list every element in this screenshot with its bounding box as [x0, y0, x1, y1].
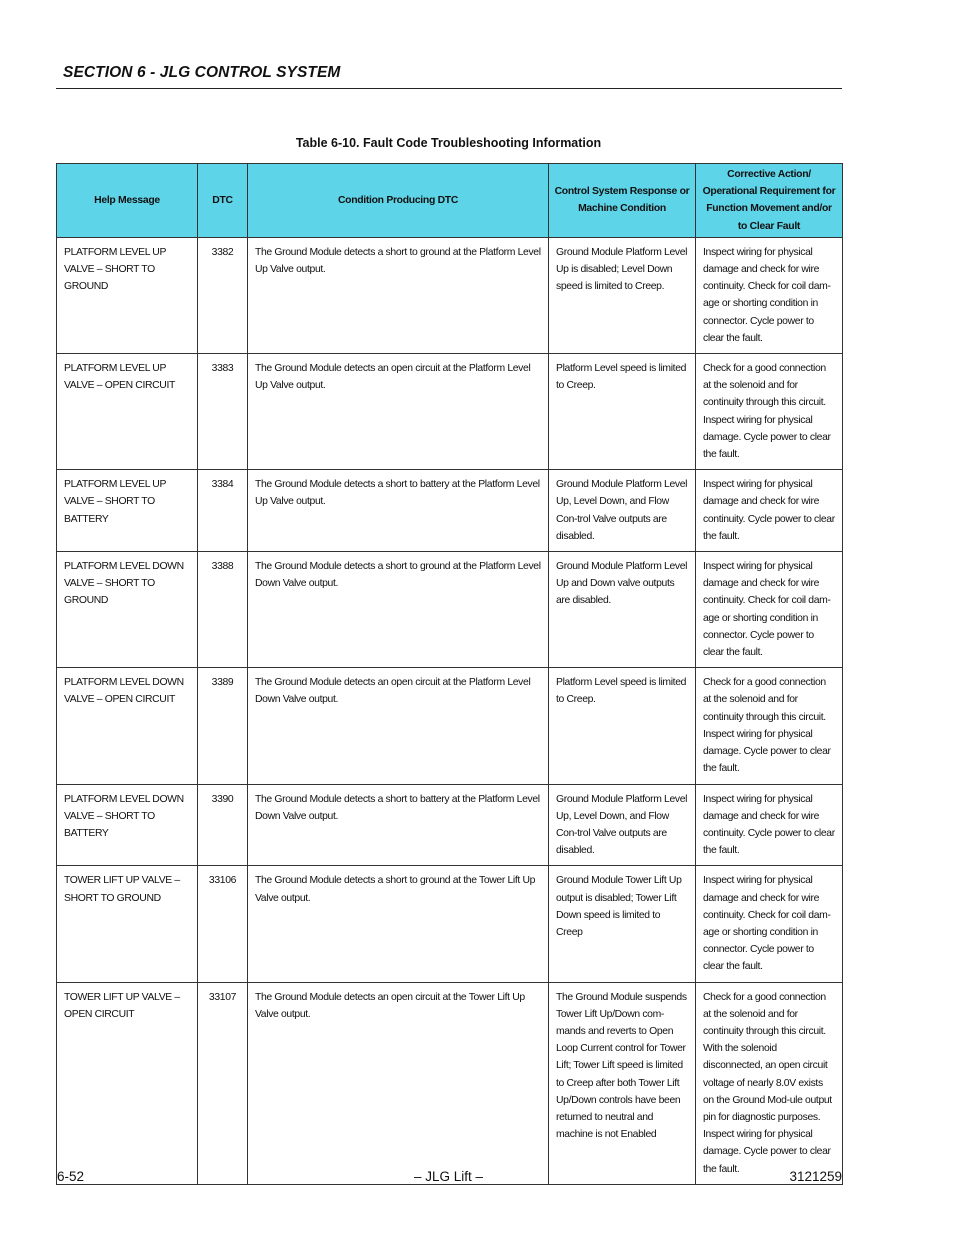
table-row	[57, 237, 843, 353]
response-cell: Ground Module Platform Level Up and Down valve outputs are disabled.	[549, 552, 696, 668]
condition-cell: The Ground Module detects a short to ground at the Platform Level Down Valve output.	[248, 552, 549, 668]
fault-code-table	[56, 163, 843, 1185]
condition-cell: The Ground Module detects a short to battery at the Platform Level Down Valve output.	[248, 784, 549, 866]
condition-cell: The Ground Module detects a short to battery at the Platform Level Up Valve output.	[248, 470, 549, 552]
response-cell: Ground Module Platform Level Up, Level Down, and Flow Con-trol Valve outputs are disabled.	[549, 470, 696, 552]
dtc-cell: 3384	[198, 470, 248, 552]
response-cell: Platform Level speed is limited to Creep.	[549, 668, 696, 784]
table-row	[57, 982, 843, 1184]
dtc-cell: 33107	[198, 982, 248, 1184]
header-divider	[56, 88, 842, 89]
corrective-action-cell: Inspect wiring for physical damage and check for wire continuity. Check for coil dam-age or shorting condition in connector. Cycle power to clear the fault.	[696, 237, 843, 353]
response-cell: Ground Module Tower Lift Up output is disabled; Tower Lift Down speed is limited to Creep	[549, 866, 696, 982]
dtc-cell: 3382	[198, 237, 248, 353]
table-row	[57, 470, 843, 552]
corrective-action-cell: Inspect wiring for physical damage and check for wire continuity. Check for coil dam-age or shorting condition in connector. Cycle power to clear the fault.	[696, 552, 843, 668]
column-header-corrective-action: Corrective Action/ Operational Requirement for Function Movement and/or to Clear Fault	[696, 164, 843, 238]
response-cell: Ground Module Platform Level Up is disabled; Level Down speed is limited to Creep.	[549, 237, 696, 353]
help-message-cell: PLATFORM LEVEL DOWN VALVE – SHORT TO BATTERY	[57, 784, 198, 866]
column-header-response: Control System Response or Machine Condition	[549, 164, 696, 238]
table-row	[57, 866, 843, 982]
condition-cell: The Ground Module detects an open circuit at the Platform Level Up Valve output.	[248, 354, 549, 470]
response-cell: The Ground Module suspends Tower Lift Up/Down com-mands and reverts to Open Loop Current control for Tower Lift; Tower Lift speed is limited to Creep after both Tower Lift Up/Down controls have been returned to neutral and machine is not Enabled	[549, 982, 696, 1184]
help-message-cell: PLATFORM LEVEL DOWN VALVE – SHORT TO GROUND	[57, 552, 198, 668]
dtc-cell: 3390	[198, 784, 248, 866]
condition-cell: The Ground Module detects a short to ground at the Tower Lift Up Valve output.	[248, 866, 549, 982]
dtc-cell: 3388	[198, 552, 248, 668]
footer-brand: – JLG Lift –	[413, 1169, 484, 1184]
table-row	[57, 354, 843, 470]
help-message-cell: TOWER LIFT UP VALVE – SHORT TO GROUND	[57, 866, 198, 982]
dtc-cell: 3389	[198, 668, 248, 784]
response-cell: Platform Level speed is limited to Creep.	[549, 354, 696, 470]
table-row	[57, 552, 843, 668]
table-title: Table 6-10. Fault Code Troubleshooting Information	[295, 136, 602, 150]
column-header-condition: Condition Producing DTC	[248, 164, 549, 238]
dtc-cell: 33106	[198, 866, 248, 982]
help-message-cell: PLATFORM LEVEL UP VALVE – OPEN CIRCUIT	[57, 354, 198, 470]
page-number: 6-52	[57, 1169, 85, 1184]
help-message-cell: PLATFORM LEVEL UP VALVE – SHORT TO BATTERY	[57, 470, 198, 552]
corrective-action-cell: Check for a good connection at the solenoid and for continuity through this circuit. Inspect wiring for physical damage. Cycle power to clear the fault.	[696, 668, 843, 784]
section-title: SECTION 6 - JLG CONTROL SYSTEM	[63, 64, 341, 81]
help-message-cell: TOWER LIFT UP VALVE – OPEN CIRCUIT	[57, 982, 198, 1184]
corrective-action-cell: Inspect wiring for physical damage and check for wire continuity. Cycle power to clear the fault.	[696, 784, 843, 866]
dtc-cell: 3383	[198, 354, 248, 470]
corrective-action-cell: Inspect wiring for physical damage and check for wire continuity. Check for coil dam-age or shorting condition in connector. Cycle power to clear the fault.	[696, 866, 843, 982]
corrective-action-cell: Check for a good connection at the solenoid and for continuity through this circuit. With the solenoid disconnected, an open circuit voltage of nearly 8.0V exists on the Ground Mod-ule output pin for diagnostic purposes. Inspect wiring for physical damage. Cycle power to clear the fault.	[696, 982, 843, 1184]
corrective-action-cell: Inspect wiring for physical damage and check for wire continuity. Cycle power to clear the fault.	[696, 470, 843, 552]
response-cell: Ground Module Platform Level Up, Level Down, and Flow Con-trol Valve outputs are disabled.	[549, 784, 696, 866]
column-header-help-message: Help Message	[57, 164, 198, 238]
corrective-action-cell: Check for a good connection at the solenoid and for continuity through this circuit. Inspect wiring for physical damage. Cycle power to clear the fault.	[696, 354, 843, 470]
condition-cell: The Ground Module detects an open circuit at the Tower Lift Up Valve output.	[248, 982, 549, 1184]
table-row	[57, 668, 843, 784]
condition-cell: The Ground Module detects a short to ground at the Platform Level Up Valve output.	[248, 237, 549, 353]
condition-cell: The Ground Module detects an open circuit at the Platform Level Down Valve output.	[248, 668, 549, 784]
help-message-cell: PLATFORM LEVEL UP VALVE – SHORT TO GROUND	[57, 237, 198, 353]
table-header-row	[57, 164, 843, 238]
help-message-cell: PLATFORM LEVEL DOWN VALVE – OPEN CIRCUIT	[57, 668, 198, 784]
table-row	[57, 784, 843, 866]
document-number: 3121259	[789, 1169, 842, 1184]
column-header-dtc: DTC	[198, 164, 248, 238]
